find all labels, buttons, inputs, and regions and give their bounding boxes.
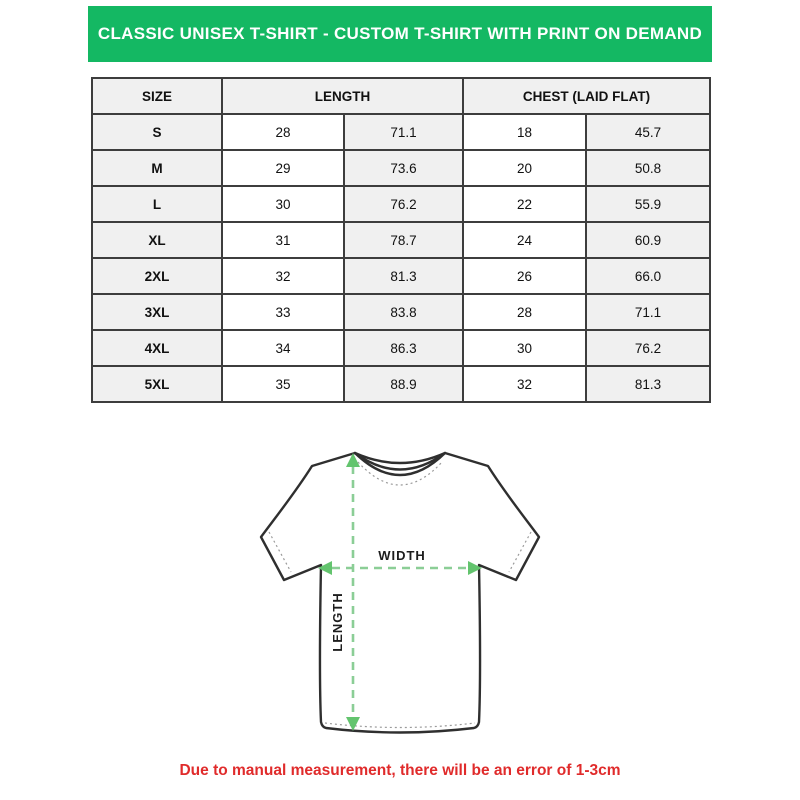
measurement-disclaimer: Due to manual measurement, there will be an error of 1-3cm <box>179 762 621 779</box>
title-banner <box>88 6 712 62</box>
table-header-row <box>92 78 710 114</box>
chest-in-cell: 22 <box>463 186 586 222</box>
length-cm-cell: 86.3 <box>344 330 463 366</box>
chest-in-cell: 30 <box>463 330 586 366</box>
col-header-length: LENGTH <box>222 78 463 114</box>
length-in-cell: 31 <box>222 222 344 258</box>
chest-cm-cell: 45.7 <box>586 114 710 150</box>
table-row <box>92 366 710 402</box>
length-in-cell: 29 <box>222 150 344 186</box>
length-cm-cell: 78.7 <box>344 222 463 258</box>
tshirt-outline-icon <box>261 453 539 733</box>
width-label: WIDTH <box>378 548 426 563</box>
chest-cm-cell: 81.3 <box>586 366 710 402</box>
table-row <box>92 222 710 258</box>
chest-cm-cell: 60.9 <box>586 222 710 258</box>
table-row <box>92 114 710 150</box>
length-cm-cell: 83.8 <box>344 294 463 330</box>
length-in-cell: 35 <box>222 366 344 402</box>
table-row <box>92 330 710 366</box>
length-cm-cell: 73.6 <box>344 150 463 186</box>
chest-in-cell: 28 <box>463 294 586 330</box>
chest-cm-cell: 55.9 <box>586 186 710 222</box>
chest-in-cell: 32 <box>463 366 586 402</box>
chest-cm-cell: 50.8 <box>586 150 710 186</box>
table-row <box>92 150 710 186</box>
size-cell: L <box>92 186 222 222</box>
size-cell: 4XL <box>92 330 222 366</box>
size-cell: XL <box>92 222 222 258</box>
length-cm-cell: 76.2 <box>344 186 463 222</box>
table-row <box>92 258 710 294</box>
table-row <box>92 294 710 330</box>
length-cm-cell: 81.3 <box>344 258 463 294</box>
length-cm-cell: 88.9 <box>344 366 463 402</box>
length-in-cell: 28 <box>222 114 344 150</box>
size-cell: 2XL <box>92 258 222 294</box>
chest-cm-cell: 66.0 <box>586 258 710 294</box>
length-in-cell: 32 <box>222 258 344 294</box>
col-header-chest: CHEST (LAID FLAT) <box>463 78 710 114</box>
chest-in-cell: 18 <box>463 114 586 150</box>
length-in-cell: 30 <box>222 186 344 222</box>
col-header-size: SIZE <box>92 78 222 114</box>
size-cell: 3XL <box>92 294 222 330</box>
chest-cm-cell: 71.1 <box>586 294 710 330</box>
size-cell: M <box>92 150 222 186</box>
length-in-cell: 34 <box>222 330 344 366</box>
length-in-cell: 33 <box>222 294 344 330</box>
chest-in-cell: 24 <box>463 222 586 258</box>
size-table <box>91 77 711 403</box>
chest-in-cell: 26 <box>463 258 586 294</box>
length-cm-cell: 71.1 <box>344 114 463 150</box>
page-title: CLASSIC UNISEX T-SHIRT - CUSTOM T-SHIRT WITH PRINT ON DEMAND <box>97 24 703 43</box>
size-cell: 5XL <box>92 366 222 402</box>
chest-in-cell: 20 <box>463 150 586 186</box>
table-row <box>92 186 710 222</box>
size-cell: S <box>92 114 222 150</box>
tshirt-diagram <box>250 438 550 760</box>
length-label: LENGTH <box>330 592 345 652</box>
chest-cm-cell: 76.2 <box>586 330 710 366</box>
